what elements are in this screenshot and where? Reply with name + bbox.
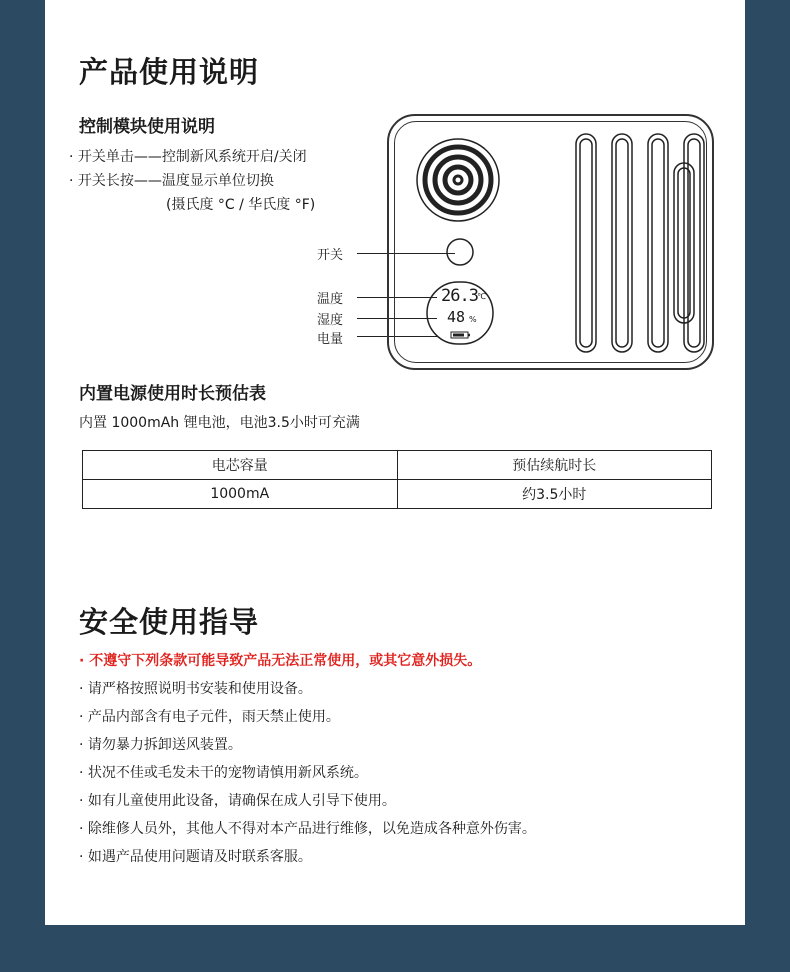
table-row: [83, 480, 712, 509]
table-header-cell: 预估续航时长: [397, 451, 712, 480]
lcd-humidity-value: 48: [447, 308, 466, 326]
power-button-icon: [447, 239, 473, 265]
table-header-row: [83, 451, 712, 480]
content-panel: [45, 0, 745, 925]
control-item-units: (摄氏度 °C / 华氏度 °F): [166, 197, 316, 213]
table-header-cell: 电芯容量: [83, 451, 398, 480]
safety-warning: · 不遵守下列条款可能导致产品无法正常使用，或其它意外损失。: [79, 653, 482, 669]
battery-section-title: 内置电源使用时长预估表: [79, 384, 266, 404]
safety-title: 安全使用指导: [79, 605, 260, 639]
lcd-temperature-value: 26.3: [441, 286, 478, 306]
humidity-label: 湿度: [317, 313, 344, 328]
table-cell: 约3.5小时: [397, 480, 712, 509]
short-vent-drawing: [671, 160, 697, 328]
safety-item: · 请严格按照说明书安装和使用设备。: [79, 681, 312, 697]
safety-item: · 请勿暴力拆卸送风装置。: [79, 737, 242, 753]
lcd-temperature-unit: ℃: [477, 292, 486, 301]
control-module-title: 控制模块使用说明: [79, 117, 215, 137]
safety-item: · 除维修人员外，其他人不得对本产品进行维修，以免造成各种意外伤害。: [79, 821, 536, 837]
lcd-humidity-unit: %: [469, 315, 477, 324]
control-item-click: · 开关单击——控制新风系统开启/关闭: [69, 149, 307, 165]
table-cell: 1000mA: [83, 480, 398, 509]
battery-description: 内置 1000mAh 锂电池，电池3.5小时可充满: [79, 415, 360, 431]
battery-table: [82, 450, 712, 509]
page-title: 产品使用说明: [79, 55, 260, 89]
device-drawing: [387, 114, 714, 370]
switch-label: 开关: [317, 248, 344, 263]
safety-item: · 如有儿童使用此设备，请确保在成人引导下使用。: [79, 793, 396, 809]
temperature-label: 温度: [317, 292, 344, 307]
safety-item: · 产品内部含有电子元件，雨天禁止使用。: [79, 709, 340, 725]
safety-item: · 如遇产品使用问题请及时联系客服。: [79, 849, 312, 865]
battery-label: 电量: [317, 332, 344, 347]
control-item-longpress: · 开关长按——温度显示单位切换: [69, 173, 274, 189]
fan-grille-icon: [417, 139, 499, 221]
safety-item: · 状况不佳或毛发未干的宠物请慎用新风系统。: [79, 765, 368, 781]
